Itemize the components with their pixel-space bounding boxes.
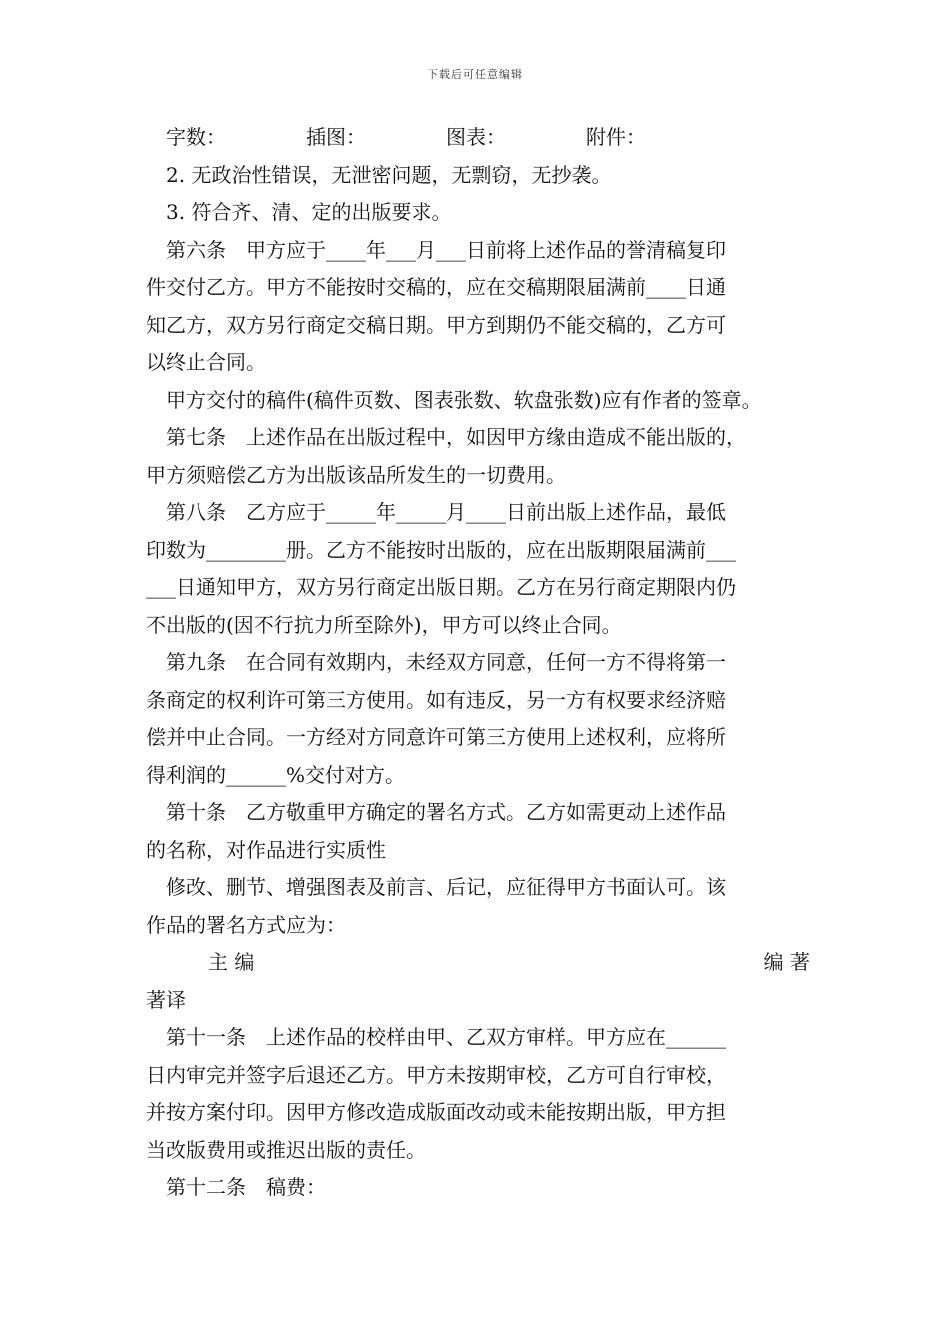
article-10-line-2: 的名称，对作品进行实质性 [146, 837, 386, 862]
word-count-label: 字数： [166, 125, 226, 149]
article-8-line-1: 第八条 乙方应于_____年_____月____日前出版上述作品，最低 [166, 500, 726, 524]
article-8-line-2: 印数为________册。乙方不能按时出版的，应在出版期限届满前___ [146, 537, 736, 562]
article-12-heading: 第十二条 稿费： [166, 1175, 326, 1199]
article-6-line-3: 知乙方，双方另行商定交稿日期。甲方到期仍不能交稿的，乙方可 [146, 312, 726, 337]
manuscript-meta-row [146, 119, 810, 157]
article-10-line-3: 修改、删节、增强图表及前言、后记，应征得甲方书面认可。该 [166, 875, 726, 899]
article-7-line-1: 第七条 上述作品在出版过程中，如因甲方缘由造成不能出版的， [166, 425, 746, 449]
article-6-line-2: 件交付乙方。甲方不能按时交稿的，应在交稿期限届满前____日通 [146, 275, 726, 299]
manuscript-submission-note: 甲方交付的稿件(稿件页数、图表张数、软盘张数)应有作者的签章。 [166, 387, 762, 412]
header-note: 下载后可任意编辑 [427, 68, 523, 81]
article-9-line-2: 条商定的权利许可第三方使用。如有违反，另一方有权要求经济赔 [146, 687, 726, 712]
requirement-3: 3. 符合齐、清、定的出版要求。 [166, 200, 452, 224]
article-10-line-1: 第十条 乙方敬重甲方确定的署名方式。乙方如需更动上述作品 [166, 800, 726, 824]
compiled-option: 编 著 [763, 950, 810, 974]
requirement-2: 2. 无政治性错误，无泄密问题，无剽窃，无抄袭。 [166, 162, 612, 187]
contract-body [146, 119, 810, 1207]
article-10-line-4: 作品的署名方式应为： [146, 912, 346, 937]
attachments-label: 附件： [586, 125, 646, 149]
charts-label: 图表： [446, 125, 506, 149]
article-6-line-4: 以终止合同。 [146, 350, 266, 374]
article-7-line-2: 甲方须赔偿乙方为出版该品所发生的一切费用。 [146, 462, 566, 487]
translated-option: 著译 [146, 987, 186, 1012]
chief-editor-option: 主 编 [208, 950, 255, 974]
article-9-line-3: 偿并中止合同。一方经对方同意许可第三方使用上述权利，应将所 [146, 725, 726, 749]
article-11-line-2: 日内审完并签字后退还乙方。甲方未按期审校，乙方可自行审校， [146, 1062, 726, 1087]
article-8-line-3: ___日通知甲方，双方另行商定出版日期。乙方在另行商定期限内仍 [146, 575, 736, 599]
authorship-options-row [146, 944, 810, 982]
article-11-line-3: 并按方案付印。因甲方修改造成版面改动或未能按期出版，甲方担 [146, 1100, 726, 1124]
article-6-line-1: 第六条 甲方应于____年___月___日前将上述作品的誉清稿复印 [166, 237, 726, 262]
illustrations-label: 插图： [306, 125, 366, 149]
article-11-line-4: 当改版费用或推迟出版的责任。 [146, 1137, 426, 1162]
article-11-line-1: 第十一条 上述作品的校样由甲、乙双方审样。甲方应在______ [166, 1025, 726, 1049]
article-9-line-1: 第九条 在合同有效期内，未经双方同意，任何一方不得将第一 [166, 650, 726, 674]
article-9-line-4: 得利润的______%交付对方。 [146, 762, 406, 787]
article-8-line-4: 不出版的(因不行抗力所至除外)，甲方可以终止合同。 [146, 612, 622, 637]
